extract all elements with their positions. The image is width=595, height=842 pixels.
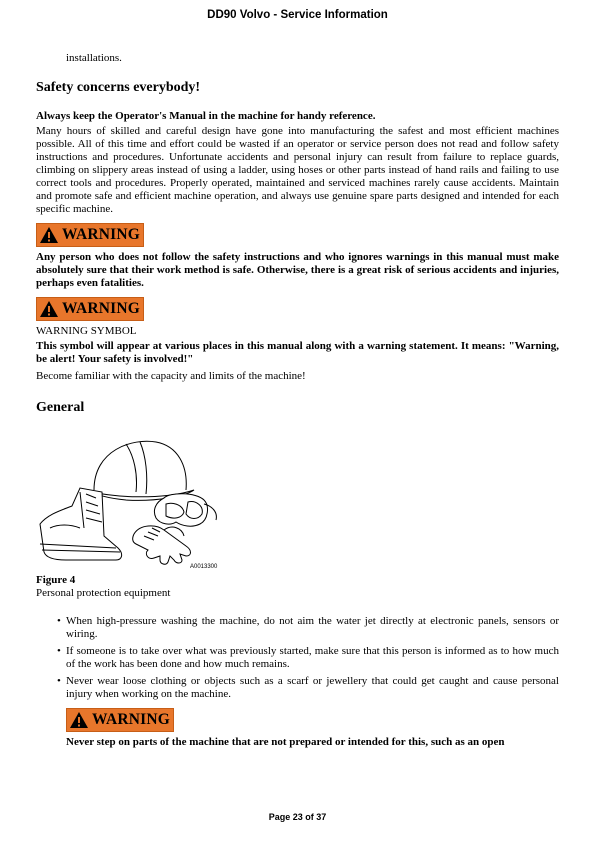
safety-paragraph: Many hours of skilled and careful design have gone into manufacturing the safest and most efficient machines possible. All of this time and effort could be wasted if an operator or service person does not read and follow safety instructions and procedures. Unfortunate accidents and personal injury can result from failure to replace guards, climbing on slippery areas instead of using a ladder, using hoses or other parts instead of hand rails and failing to use correct tools and procedures. Properly operated, maintained and serviced machines rarely cause accidents. Maintain and promote safe and efficient machine operation, and always use genuine spare parts designed and intended for each specific machine. bbox=[36, 125, 559, 215]
warning-label: WARNING bbox=[92, 711, 171, 728]
warning-badge bbox=[36, 223, 144, 247]
document-content bbox=[36, 52, 559, 749]
continuation-text: installations. bbox=[66, 52, 122, 64]
warning-triangle-icon bbox=[39, 300, 59, 318]
warning-badge bbox=[36, 297, 144, 321]
warning-triangle-icon bbox=[69, 711, 89, 729]
figure-title: Figure 4 bbox=[36, 574, 76, 586]
warning-text: Never step on parts of the machine that are not prepared or intended for this, such as an open bbox=[66, 736, 505, 748]
safety-bullet-list bbox=[36, 615, 559, 701]
capacity-note: Become familiar with the capacity and limits of the machine! bbox=[36, 370, 306, 382]
warning-text: Any person who does not follow the safety instructions and who ignores warnings in this manual must make absolutely sure that their work method is safe. Otherwise, there is a great risk of serious accidents and injuries, perhaps even fatalities. bbox=[36, 251, 559, 289]
list-item: • When high-pressure washing the machine, do not aim the water jet directly at electronic panels, sensors or wiring. bbox=[57, 615, 559, 640]
protection-equipment-illustration bbox=[36, 432, 226, 572]
warning-triangle-icon bbox=[39, 226, 59, 244]
warning-symbol-title: WARNING SYMBOL bbox=[36, 325, 137, 337]
list-item: • Never wear loose clothing or objects such as a scarf or jewellery that could get caught and cause personal injury when working on the machine. bbox=[57, 675, 559, 700]
warning-symbol-text: This symbol will appear at various places in this manual along with a warning statement. It means: "Warning, be alert! Your safety is involved!" bbox=[36, 340, 559, 365]
bullet-icon: • bbox=[57, 675, 61, 687]
list-item: • If someone is to take over what was previously started, make sure that this person is informed as to how much of the work has been done and how much remains. bbox=[57, 645, 559, 670]
figure-code: A0013300 bbox=[190, 564, 218, 570]
warning-badge bbox=[66, 708, 174, 732]
figure bbox=[36, 432, 559, 572]
inner-warning bbox=[66, 705, 559, 749]
warning-label: WARNING bbox=[62, 226, 141, 243]
figure-caption: Personal protection equipment bbox=[36, 587, 171, 599]
manual-reminder: Always keep the Operator's Manual in the machine for handy reference. bbox=[36, 110, 376, 122]
page-footer: Page 23 of 37 bbox=[268, 812, 327, 822]
bullet-icon: • bbox=[57, 615, 61, 627]
warning-label: WARNING bbox=[62, 300, 141, 317]
bullet-icon: • bbox=[57, 645, 61, 657]
page-header: DD90 Volvo - Service Information bbox=[207, 9, 388, 21]
section-heading-general: General bbox=[36, 400, 85, 415]
section-heading-safety: Safety concerns everybody! bbox=[36, 80, 201, 95]
